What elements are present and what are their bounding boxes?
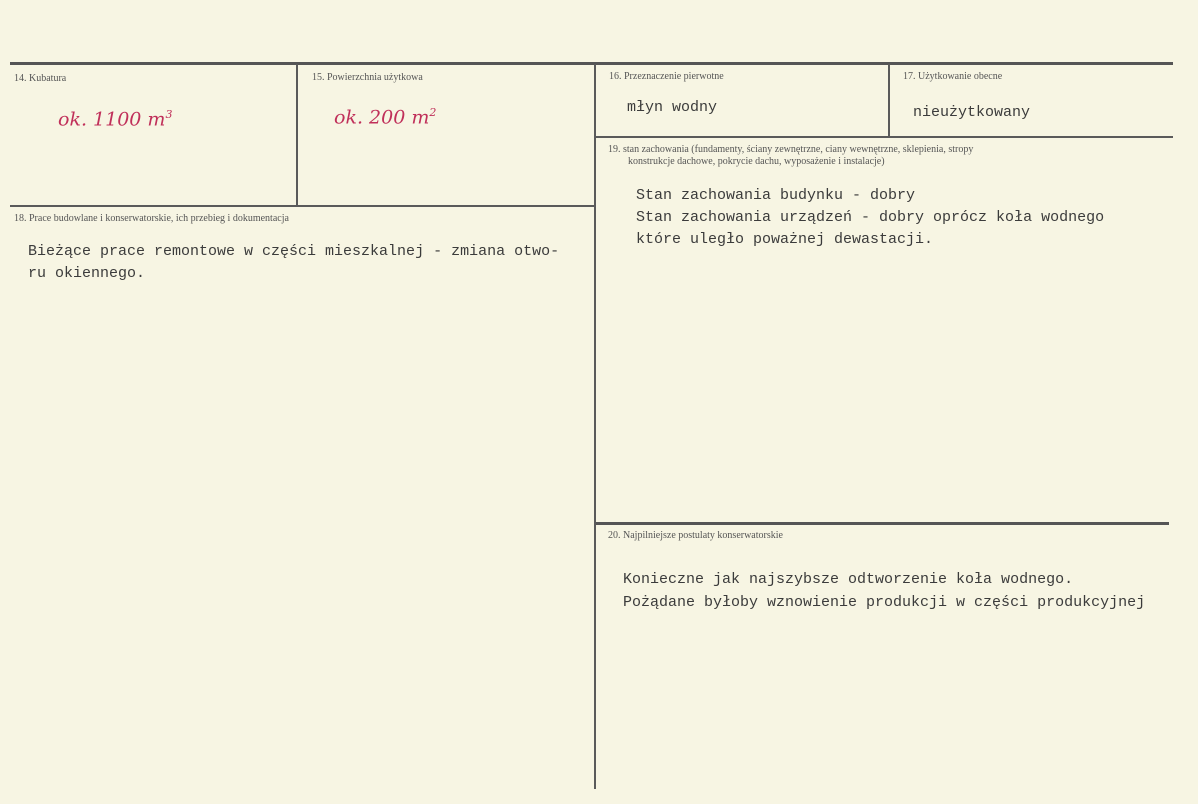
field-20-line-2: Pożądane byłoby wznowienie produkcji w części produkcyjnej bbox=[623, 594, 1146, 611]
top-border-line bbox=[10, 62, 1173, 65]
field-18-line-2: ru okiennego. bbox=[28, 265, 146, 282]
field-15-value bbox=[334, 106, 436, 128]
field-17-value: nieużytkowany bbox=[913, 104, 1031, 121]
line-above-20 bbox=[596, 522, 1169, 525]
divider-14-15 bbox=[296, 64, 298, 206]
field-20-label: 20. Najpilniejsze postulaty konserwatorskie bbox=[608, 530, 783, 541]
field-19-line-1: Stan zachowania budynku - dobry bbox=[636, 187, 916, 204]
field-19-label-line-2: konstrukcje dachowe, pokrycie dachu, wyposażenie i instalacje) bbox=[628, 156, 885, 167]
field-16-value: młyn wodny bbox=[627, 99, 718, 116]
divider-16-17 bbox=[888, 64, 890, 136]
field-19-line-2: Stan zachowania urządzeń - dobry oprócz koła wodnego bbox=[636, 209, 1105, 226]
field-16-label: 16. Przeznaczenie pierwotne bbox=[609, 71, 724, 82]
line-under-14-15 bbox=[10, 205, 594, 207]
field-19-label-line-1: 19. stan zachowania (fundamenty, ściany zewnętrzne, ciany wewnętrzne, sklepienia, stropy bbox=[608, 144, 974, 155]
field-15-value-text: ok. 200 m bbox=[334, 106, 430, 129]
field-18-label: 18. Prace budowlane i konserwatorskie, ich przebieg i dokumentacja bbox=[14, 213, 289, 224]
field-14-value-sup: 3 bbox=[165, 108, 173, 121]
field-17-label: 17. Użytkowanie obecne bbox=[903, 71, 1003, 82]
field-18-line-1: Bieżące prace remontowe w części mieszkalnej - zmiana otwo- bbox=[28, 243, 560, 260]
field-19-line-3: które uległo poważnej dewastacji. bbox=[636, 231, 934, 248]
center-divider bbox=[594, 64, 596, 789]
field-14-value-text: ok. 1100 m bbox=[58, 108, 166, 131]
field-20-line-1: Konieczne jak najszybsze odtworzenie koła wodnego. bbox=[623, 571, 1074, 588]
field-15-value-sup: 2 bbox=[429, 106, 437, 119]
field-14-label: 14. Kubatura bbox=[14, 73, 67, 84]
field-14-value bbox=[58, 108, 172, 130]
field-15-label: 15. Powierzchnia użytkowa bbox=[312, 72, 423, 83]
line-under-16-17 bbox=[596, 136, 1173, 138]
